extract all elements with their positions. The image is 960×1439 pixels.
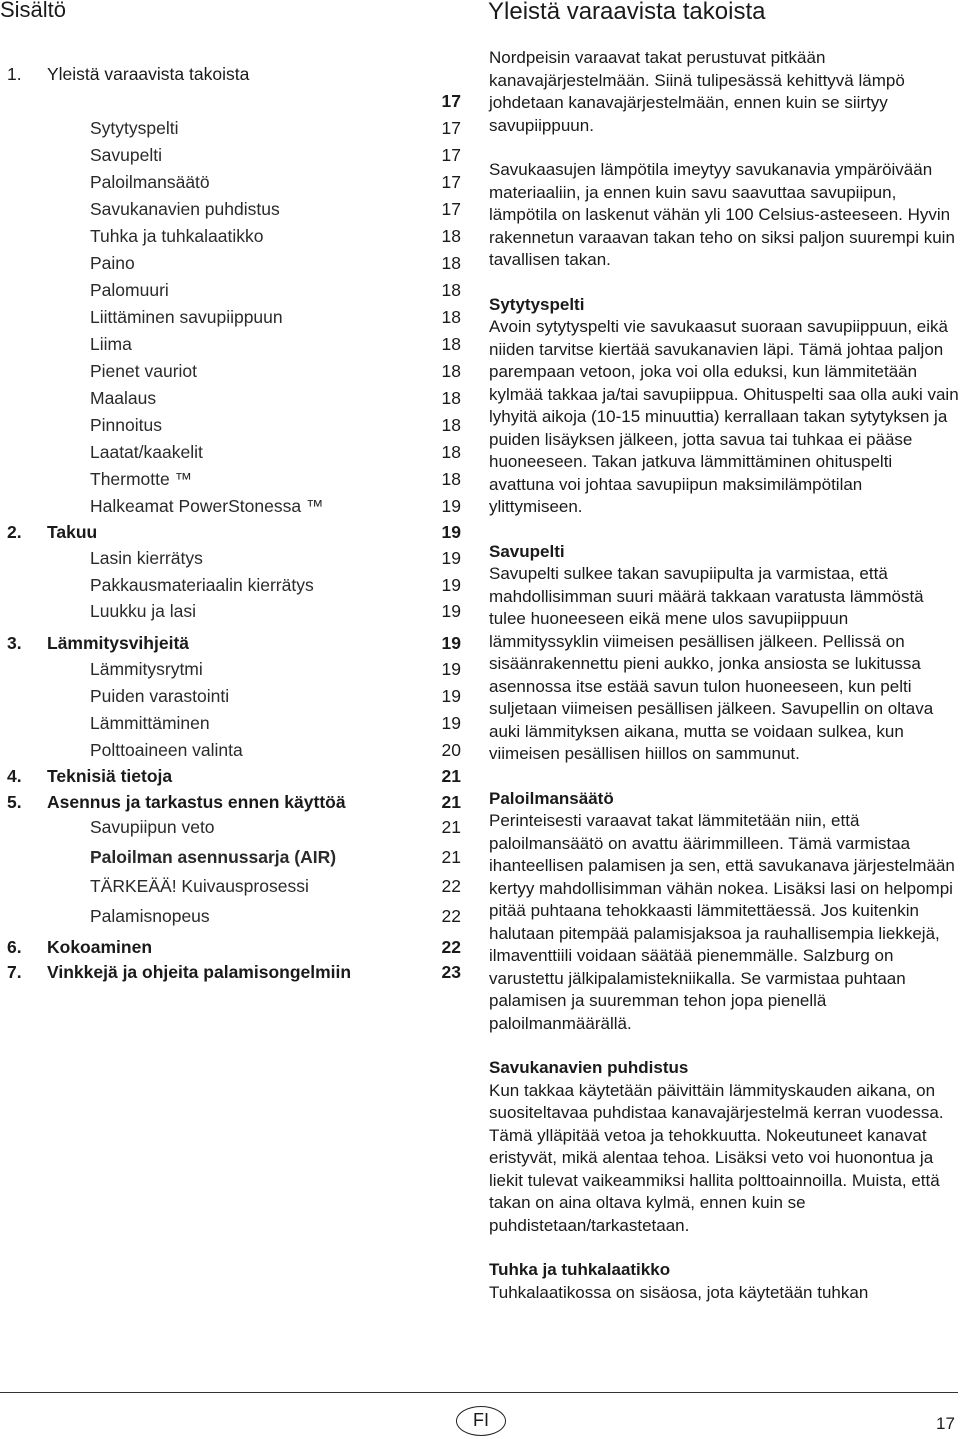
toc-entry-page: 18 xyxy=(441,442,461,462)
toc-entry-page: 18 xyxy=(441,415,461,435)
toc-entry-label: Savupelti xyxy=(90,145,162,165)
toc-entry-page: 18 xyxy=(441,388,461,408)
toc-entry-page: 19 xyxy=(441,633,461,653)
toc-entry xyxy=(0,91,470,113)
section-paragraph: Avoin sytytyspelti vie savukaasut suoraan savupiippuun, eikä niiden tarvitse kiertää savukanavien läpi. Tämä johtaa paljon parempaan vetoon, joka voi olla eduksi, kun lämmitetään kylmää takkaa ja/tai savupiippua. Ohituspelti saa olla auki vain lyhyitä aikoja (10-15 minuuttia) kerrallaan takan sytytyksen ja puiden lisäyksen jälkeen, jotta savua tai tuhkaa ei pääse huoneeseen. Takan jatkuva lämmittäminen ohituspelti avattuna voi johtaa savupiipun maksimilämpötilan ylittymiseen. xyxy=(489,317,959,516)
toc-entry-label: Halkeamat PowerStonessa ™ xyxy=(90,496,324,516)
text-section xyxy=(489,159,959,272)
toc-entry xyxy=(0,817,470,839)
toc-entry xyxy=(0,906,470,928)
toc-title: Sisältö xyxy=(0,0,67,22)
toc-entry xyxy=(0,442,470,464)
toc-entry-page: 17 xyxy=(441,91,461,111)
toc-entry-label: Paloilman asennussarja (AIR) xyxy=(90,847,337,867)
toc-entry-page: 17 xyxy=(441,118,461,138)
toc-entry xyxy=(0,766,470,788)
toc-entry xyxy=(0,307,470,329)
toc-entry-label: Savupiipun veto xyxy=(90,817,215,837)
toc-entry xyxy=(0,686,470,708)
body-text-column xyxy=(489,47,959,1304)
toc-entry-page: 19 xyxy=(441,686,461,706)
toc-entry xyxy=(0,496,470,518)
toc-entry xyxy=(0,415,470,437)
toc-entry xyxy=(0,575,470,597)
toc-entry xyxy=(0,118,470,140)
toc-entry xyxy=(0,792,470,814)
toc-entry-page: 20 xyxy=(441,740,461,760)
section-heading: Tuhka ja tuhkalaatikko xyxy=(489,1260,671,1279)
toc-entry-label: Savukanavien puhdistus xyxy=(90,199,280,219)
toc-entry xyxy=(0,388,470,410)
toc-entry-label: Pakkausmateriaalin kierrätys xyxy=(90,575,314,595)
toc-entry xyxy=(0,548,470,570)
toc-entry-page: 23 xyxy=(441,962,461,982)
toc-entry-page: 19 xyxy=(441,601,461,621)
toc-entry-number: 1. xyxy=(7,64,22,84)
toc-entry xyxy=(0,633,470,655)
toc-entry xyxy=(0,361,470,383)
text-section xyxy=(489,1057,959,1237)
toc-entry-page: 18 xyxy=(441,253,461,273)
toc-entry-label: Liima xyxy=(90,334,132,354)
text-section xyxy=(489,47,959,137)
toc-entry-number: 7. xyxy=(7,962,22,982)
toc-entry-label: Paino xyxy=(90,253,135,273)
toc-entry-label: Sytytyspelti xyxy=(90,118,179,138)
toc-entry-page: 19 xyxy=(441,659,461,679)
toc-entry-page: 19 xyxy=(441,575,461,595)
toc-entry xyxy=(0,937,470,959)
toc-entry-page: 19 xyxy=(441,496,461,516)
toc-entry xyxy=(0,226,470,248)
toc-entry-label: Paloilmansäätö xyxy=(90,172,210,192)
toc-entry-page: 17 xyxy=(441,172,461,192)
toc-entry xyxy=(0,199,470,221)
toc-entry-page: 18 xyxy=(441,307,461,327)
toc-entry-page: 22 xyxy=(441,876,461,896)
section-paragraph: Tuhkalaatikossa on sisäosa, jota käytetään tuhkan xyxy=(489,1282,869,1302)
toc-entry-label: Lasin kierrätys xyxy=(90,548,203,568)
toc-entry-label: Takuu xyxy=(47,522,98,542)
toc-entry xyxy=(0,280,470,302)
toc-entry xyxy=(0,64,470,86)
toc-entry-label: Yleistä varaavista takoista xyxy=(47,64,250,84)
toc-entry-page: 19 xyxy=(441,548,461,568)
toc-entry-page: 19 xyxy=(441,713,461,733)
toc-entry-label: Teknisiä tietoja xyxy=(47,766,173,786)
toc-entry-page: 22 xyxy=(441,906,461,926)
toc-entry-label: Pinnoitus xyxy=(90,415,162,435)
section-heading: Savupelti xyxy=(489,541,565,561)
toc-entry xyxy=(0,253,470,275)
toc-entry xyxy=(0,962,470,984)
toc-entry-number: 4. xyxy=(7,766,22,786)
toc-entry xyxy=(0,334,470,356)
toc-entry xyxy=(0,713,470,735)
toc-entry xyxy=(0,847,470,869)
toc-entry-page: 19 xyxy=(441,522,461,542)
toc-entry-label: Asennus ja tarkastus ennen käyttöä xyxy=(47,792,346,812)
section-paragraph: Nordpeisin varaavat takat perustuvat pitkään kanavajärjestelmään. Siinä tulipesässä kehittyvä lämpö johdetaan kanavajärjestelmään, ennen kuin se siirtyy savupiippuun. xyxy=(489,48,905,135)
toc-entry-number: 3. xyxy=(7,633,22,653)
toc-entry-label: Polttoaineen valinta xyxy=(90,740,243,760)
text-section xyxy=(489,788,959,1036)
text-section xyxy=(489,1259,959,1304)
toc-entry-label: Lämmittäminen xyxy=(90,713,210,733)
toc-entry-label: Luukku ja lasi xyxy=(90,601,197,621)
toc-entry-label: Lämmitysvihjeitä xyxy=(47,633,189,653)
toc-entry-label: TÄRKEÄÄ! Kuivausprosessi xyxy=(90,876,309,896)
toc-entry-page: 18 xyxy=(441,361,461,381)
toc-entry xyxy=(0,659,470,681)
toc-entry-label: Thermotte ™ xyxy=(90,469,193,489)
text-section xyxy=(489,541,959,766)
toc-entry-page: 17 xyxy=(441,145,461,165)
toc-entry xyxy=(0,172,470,194)
toc-entry-page: 21 xyxy=(441,766,461,786)
toc-entry-page: 18 xyxy=(441,334,461,354)
section-heading: Paloilmansäätö xyxy=(489,788,614,808)
section-paragraph: Perinteisesti varaavat takat lämmitetään niin, että paloilmansäätö on avattu äärimmilleen. Tämä varmistaa ihanteellisen palamisen ja sen, että savukanava järjestelmään kertyy mahdollisimman vähän nokea. Lisäksi lasi on helpompi pitää puhtaana tehokkaasti lämmitettäessä. Jos kuitenkin halutaan pitempää palamisjaksoa ja rauhallisempia liekkejä, ilmaventtiili voidaan säätää pienemmälle. Salzburg on varustettu jälkipalamistekniikalla. Se varmistaa puhtaan palamisen ja suuremman tehon jopa pienellä paloilmanmäärällä. xyxy=(489,811,955,1033)
footer-rule xyxy=(0,1392,958,1393)
section-paragraph: Savukaasujen lämpötila imeytyy savukanavia ympäröivään materiaaliin, ja ennen kuin savu saavuttaa savupiipun, lämpötila on laskenut vähän yli 100 Celsius-asteeseen. Hyvin rakennetun varaavan takan teho on siksi paljon suurempi kuin tavallisen takan. xyxy=(489,160,955,269)
toc-entry-page: 17 xyxy=(441,199,461,219)
toc-entry-page: 18 xyxy=(441,469,461,489)
toc-entry-page: 21 xyxy=(441,792,461,812)
section-heading: Sytytyspelti xyxy=(489,294,585,314)
section-paragraph: Savupelti sulkee takan savupiipulta ja varmistaa, että mahdollisimman suuri määrä takkaan varatusta lämmöstä tulee huoneeseen eikä mene ulos savupiippuun lämmityssyklin viimeisen pesällisen jälkeen. Pellissä on sisäänrakennettu pieni aukko, jonka ansiosta se lukitussa asennossa itse estää savun tulon huoneeseen, kun pelti suljetaan viimeisen pesällisen jälkeen. Savupellin on oltava auki lämmityksen aikana, mutta se voidaan sulkea, kun viimeisen pesällisen hiillos on sammunut. xyxy=(489,564,934,763)
toc-entry-label: Tuhka ja tuhkalaatikko xyxy=(90,226,264,246)
section-paragraph: Kun takkaa käytetään päivittäin lämmityskauden aikana, on suositeltavaa puhdistaa kanavajärjestelmä kerran vuodessa. Tämä ylläpitää vetoa ja tehokkuutta. Nokeutuneet kanavat eristyvät, mikä alentaa tehoa. Lisäksi veto voi huonontua ja liekit tulevat vaikeammiksi hallita polttoainnoilla. Muista, että takan on aina oltava kylmä, ennen kuin se puhdistetaan/tarkastetaan. xyxy=(489,1080,944,1235)
toc-entry xyxy=(0,740,470,762)
section-title: Yleistä varaavista takoista xyxy=(488,0,766,25)
toc-entry-label: Vinkkejä ja ohjeita palamisongelmiin xyxy=(47,962,352,982)
toc-entry-label: Maalaus xyxy=(90,388,157,408)
toc-entry-label: Kokoaminen xyxy=(47,937,153,957)
toc-entry xyxy=(0,469,470,491)
toc-entry-number: 2. xyxy=(7,522,22,542)
toc-entry xyxy=(0,145,470,167)
toc-entry xyxy=(0,522,470,544)
toc-entry-page: 18 xyxy=(441,226,461,246)
toc-entry-label: Palomuuri xyxy=(90,280,169,300)
toc-entry-number: 6. xyxy=(7,937,22,957)
toc-entry-label: Palamisnopeus xyxy=(90,906,210,926)
toc-entry-label: Liittäminen savupiippuun xyxy=(90,307,283,327)
toc-entry-page: 22 xyxy=(441,937,461,957)
page-number: 17 xyxy=(936,1414,955,1433)
toc-entry-label: Puiden varastointi xyxy=(90,686,230,706)
toc-entry-page: 21 xyxy=(441,847,461,867)
text-section xyxy=(489,294,959,519)
toc-entry xyxy=(0,876,470,898)
language-badge: FI xyxy=(456,1406,506,1436)
toc-entry-label: Laatat/kaakelit xyxy=(90,442,203,462)
toc-entry xyxy=(0,601,470,623)
toc-entry-page: 18 xyxy=(441,280,461,300)
toc-entry-number: 5. xyxy=(7,792,22,812)
toc-entry-label: Pienet vauriot xyxy=(90,361,198,381)
section-heading: Savukanavien puhdistus xyxy=(489,1058,689,1077)
toc-entry-page: 21 xyxy=(441,817,461,837)
toc-entry-label: Lämmitysrytmi xyxy=(90,659,203,679)
